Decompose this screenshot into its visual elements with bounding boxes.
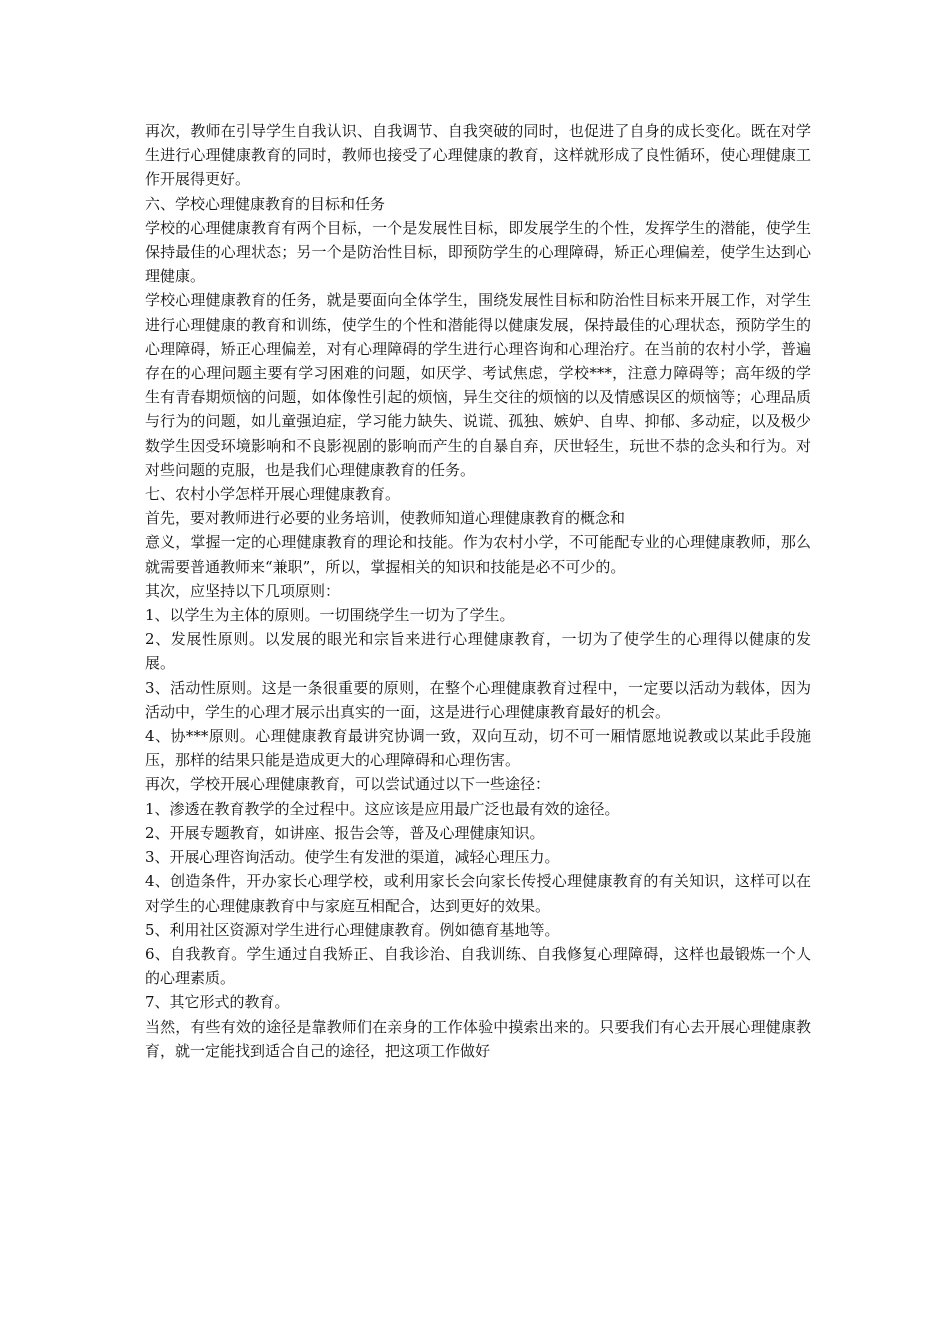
principle-item-1: 1、以学生为主体的原则。一切围绕学生一切为了学生。 xyxy=(145,606,515,625)
section-heading-7: 七、农村小学怎样开展心理健康教育。 xyxy=(145,485,401,504)
paragraph-principles-intro: 其次，应坚持以下几项原则： xyxy=(145,581,341,600)
approach-item-6: 6、自我教育。学生通过自我矫正、自我诊治、自我训练、自我修复心理障碍，这样也最锻炼一个人的心理素质。 xyxy=(145,944,811,988)
principle-item-4: 4、协***原则。心理健康教育最讲究协调一致，双向互动，切不可一厢情愿地说教或以某此手段施压，那样的结果只能是造成更大的心理障碍和心理伤害。 xyxy=(145,727,811,770)
approach-item-2: 2、开展专题教育，如讲座、报告会等，普及心理健康知识。 xyxy=(145,823,545,842)
approach-item-1: 1、渗透在教育教学的全过程中。这应该是应用最广泛也最有效的途径。 xyxy=(145,799,620,818)
approach-item-5: 5、利用社区资源对学生进行心理健康教育。例如德育基地等。 xyxy=(145,920,560,939)
principle-item-3: 3、活动性原则。这是一条很重要的原则，在整个心理健康教育过程中，一定要以活动为载体，因为活动中，学生的心理才展示出真实的一面，这是进行心理健康教育最好的机会。 xyxy=(145,678,811,721)
principle-item-2: 2、发展性原则。以发展的眼光和宗旨来进行心理健康教育，一切为了使学生的心理得以健康的发展。 xyxy=(145,630,811,673)
paragraph-approaches-intro: 再次，学校开展心理健康教育，可以尝试通过以下一些途径： xyxy=(145,775,551,794)
paragraph-first-training: 首先，要对教师进行必要的业务培训，使教师知道心理健康教育的概念和 xyxy=(145,509,626,528)
approach-item-7: 7、其它形式的教育。 xyxy=(145,993,290,1012)
document-body xyxy=(145,119,811,1063)
paragraph-self-growth: 再次，教师在引导学生自我认识、自我调节、自我突破的同时，也促进了自身的成长变化。既在对学生进行心理健康教育的同时，教师也接受了心理健康的教育，这样就形成了良性循环，使心理健康工作开展得更好。 xyxy=(145,122,811,189)
paragraph-conclusion: 当然，有些有效的途径是靠教师们在亲身的工作体验中摸索出来的。只要我们有心去开展心理健康教育，就一定能找到适合自己的途径，把这项工作做好 xyxy=(145,1017,811,1060)
paragraph-tasks: 学校心理健康教育的任务，就是要面向全体学生，围绕发展性目标和防治性目标来开展工作，对学生进行心理健康的教育和训练，使学生的个性和潜能得以健康发展，保持最佳的心理状态，预防学生的心理障碍，矫正心理偏差，对有心理障碍的学生进行心理咨询和心理治疗。在当前的农村小学，普遍存在的心理问题主要有学习困难的问题，如厌学、考试焦虑，学校***，注意力障碍等；高年级的学生有青春期烦恼的问题，如体像性引起的烦恼，异生交往的烦恼的以及情感误区的烦恼等；心理品质与行为的问题，如儿童强迫症，学习能力缺失、说谎、孤独、嫉妒、自卑、抑郁、多动症，以及极少数学生因受环境影响和不良影视剧的影响而产生的自暴自弃，厌世轻生，玩世不恭的念头和行为。对对些问题的克服，也是我们心理健康教育的任务。 xyxy=(145,291,811,479)
approach-item-3: 3、开展心理咨询活动。使学生有发泄的渠道，减轻心理压力。 xyxy=(145,848,560,867)
approach-item-4: 4、创造条件，开办家长心理学校，或利用家长会向家长传授心理健康教育的有关知识，这样可以在对学生的心理健康教育中与家庭互相配合，达到更好的效果。 xyxy=(145,872,811,915)
paragraph-meaning: 意义，掌握一定的心理健康教育的理论和技能。作为农村小学，不可能配专业的心理健康教师，那么就需要普通教师来“兼职”，所以，掌握相关的知识和技能是必不可少的。 xyxy=(145,533,811,576)
section-heading-6: 六、学校心理健康教育的目标和任务 xyxy=(145,194,386,213)
paragraph-goals: 学校的心理健康教育有两个目标，一个是发展性目标，即发展学生的个性，发挥学生的潜能，使学生保持最佳的心理状态；另一个是防治性目标，即预防学生的心理障碍，矫正心理偏差，使学生达到心理健康。 xyxy=(145,218,811,286)
